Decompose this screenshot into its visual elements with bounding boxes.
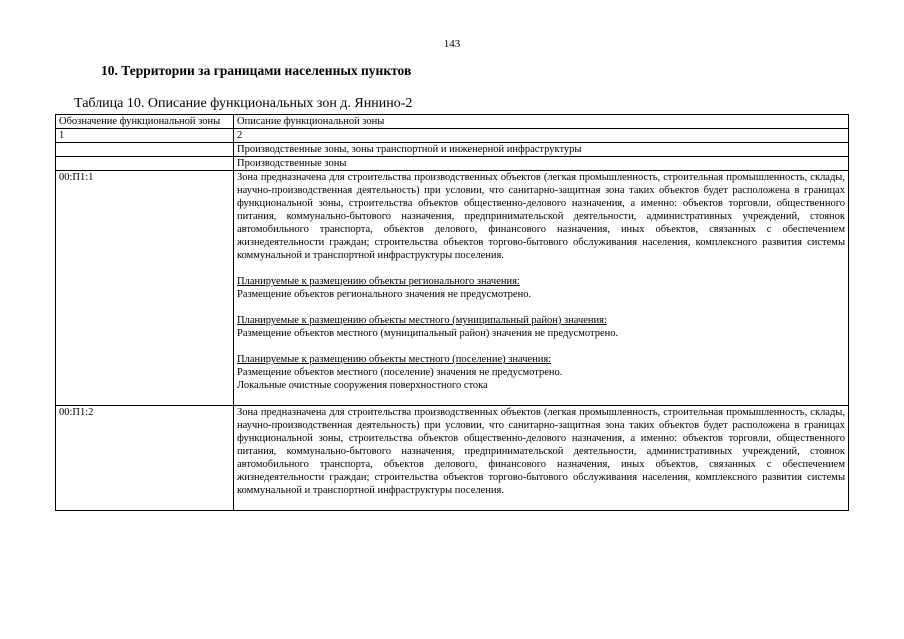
numbering-description-cell: 2 bbox=[234, 129, 849, 143]
spacer bbox=[237, 301, 845, 314]
spacer bbox=[237, 392, 845, 405]
table-row bbox=[56, 406, 849, 511]
zone-description-cell bbox=[234, 406, 849, 511]
table-subgroup-row bbox=[56, 157, 849, 171]
spacer bbox=[237, 497, 845, 510]
spacer bbox=[237, 340, 845, 353]
table-group-row bbox=[56, 143, 849, 157]
spacer bbox=[237, 262, 845, 275]
table-row bbox=[56, 171, 849, 406]
table-header-row bbox=[56, 115, 849, 129]
section-heading: 10. Территории за границами населенных пунктов bbox=[101, 63, 412, 78]
regional-objects-heading: Планируемые к размещению объекты регионального значения: bbox=[237, 276, 520, 287]
header-description-cell: Описание функциональной зоны bbox=[234, 115, 849, 129]
zone-code-cell: 00:П1:1 bbox=[56, 171, 234, 406]
subgroup-code-cell bbox=[56, 157, 234, 171]
settlement-objects-heading: Планируемые к размещению объекты местного (поселение) значения: bbox=[237, 354, 552, 365]
zones-table bbox=[55, 114, 849, 511]
page-number: 143 bbox=[443, 38, 461, 50]
settlement-objects-extra: Локальные очистные сооружения поверхностного стока bbox=[237, 380, 488, 391]
settlement-objects-text: Размещение объектов местного (поселение) значения не предусмотрено. bbox=[237, 367, 563, 378]
table-numbering-row bbox=[56, 129, 849, 143]
group-title-cell: Производственные зоны, зоны транспортной и инженерной инфраструктуры bbox=[234, 143, 849, 157]
municipal-objects-heading: Планируемые к размещению объекты местного (муниципальный район) значения: bbox=[237, 315, 607, 326]
table-caption: Таблица 10. Описание функциональных зон д. Яннино-2 bbox=[74, 96, 413, 111]
zone-description-text: Зона предназначена для строительства производственных объектов (легкая промышленность, строительная промышленность, склады, научно-производственная деятельность) при условии, что санитарно-защитная зона таких объектов будет расположена в границах функциональной зоны, строительства объектов общественно-делового назначения, а именно: объектов торговли, общественного питания, коммунально-бытового назначения, предпринимательской деятельности, административных учреждений, стоянок автомобильного транспорта, объектов делового, финансового назначения, иных объектов, связанных с обеспечением жизнедеятельности граждан; строительства объектов торгово-бытового обслуживания населения, комплексного развития системы коммунальной и транспортной инфраструктуры поселения. bbox=[237, 407, 845, 496]
zone-description-cell bbox=[234, 171, 849, 406]
municipal-objects-text: Размещение объектов местного (муниципальный район) значения не предусмотрено. bbox=[237, 328, 619, 339]
subgroup-title-cell: Производственные зоны bbox=[234, 157, 849, 171]
header-code-cell: Обозначение функциональной зоны bbox=[56, 115, 234, 129]
numbering-code-cell: 1 bbox=[56, 129, 234, 143]
zone-description-text: Зона предназначена для строительства производственных объектов (легкая промышленность, строительная промышленность, склады, научно-производственная деятельность) при условии, что санитарно-защитная зона таких объектов будет расположена в границах функциональной зоны, строительства объектов общественно-делового назначения, а именно: объектов торговли, общественного питания, коммунально-бытового назначения, предпринимательской деятельности, административных учреждений, стоянок автомобильного транспорта, объектов делового, финансового назначения, иных объектов, связанных с обеспечением жизнедеятельности граждан; строительства объектов торгово-бытового обслуживания населения, комплексного развития системы коммунальной и транспортной инфраструктуры поселения. bbox=[237, 172, 845, 261]
group-code-cell bbox=[56, 143, 234, 157]
regional-objects-text: Размещение объектов регионального значения не предусмотрено. bbox=[237, 289, 532, 300]
zone-code-cell: 00:П1:2 bbox=[56, 406, 234, 511]
